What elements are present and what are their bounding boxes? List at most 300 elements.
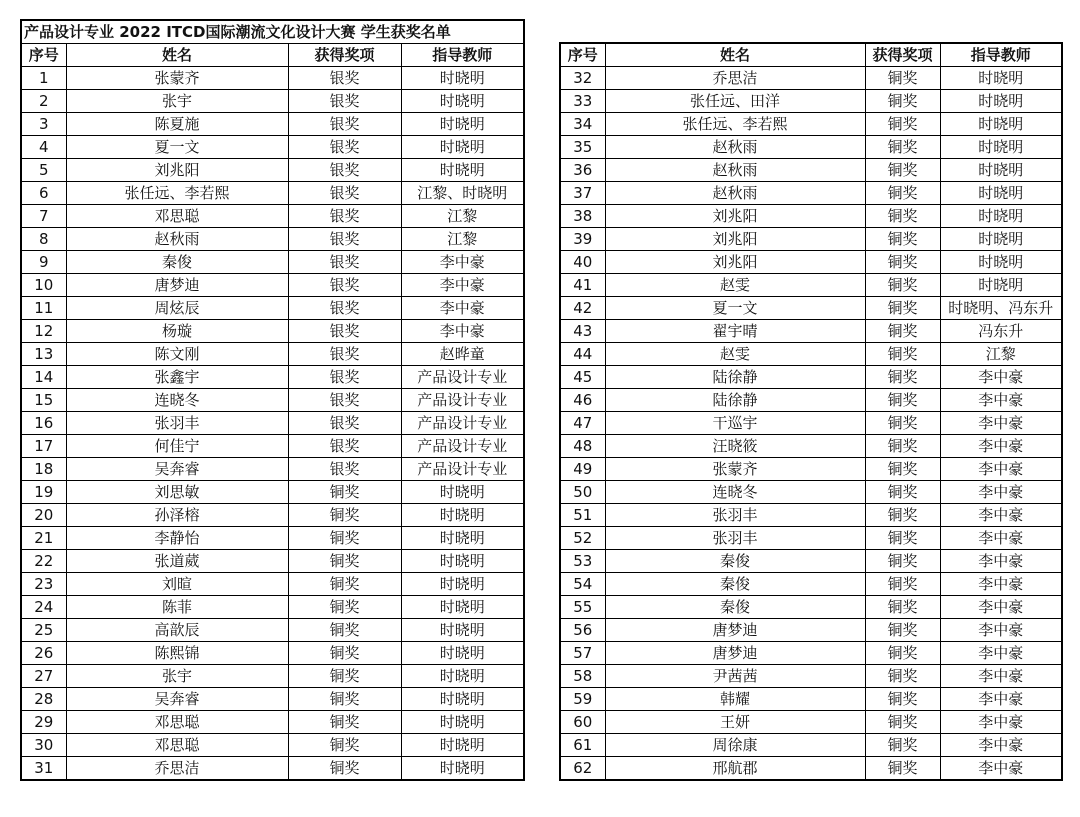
cell-index: 19 [21, 481, 66, 504]
cell-teacher: 时晓明 [940, 251, 1062, 274]
cell-teacher: 时晓明 [401, 573, 524, 596]
cell-name: 吴奔睿 [66, 458, 288, 481]
cell-award: 铜奖 [865, 366, 940, 389]
cell-index: 15 [21, 389, 66, 412]
header-name: 姓名 [66, 44, 288, 67]
cell-award: 银奖 [288, 159, 401, 182]
cell-teacher: 时晓明 [401, 734, 524, 757]
cell-name: 尹茜茜 [605, 665, 865, 688]
header-teacher: 指导教师 [940, 43, 1062, 67]
cell-name: 秦俊 [66, 251, 288, 274]
cell-award: 银奖 [288, 205, 401, 228]
cell-index: 58 [560, 665, 605, 688]
cell-teacher: 李中豪 [940, 619, 1062, 642]
cell-award: 铜奖 [865, 688, 940, 711]
cell-teacher: 时晓明 [401, 619, 524, 642]
table-row [560, 527, 1062, 550]
cell-teacher: 江黎、时晓明 [401, 182, 524, 205]
table-row [560, 573, 1062, 596]
cell-name: 连晓冬 [66, 389, 288, 412]
cell-teacher: 时晓明、冯东升 [940, 297, 1062, 320]
cell-name: 秦俊 [605, 596, 865, 619]
table-row [21, 435, 524, 458]
cell-teacher: 李中豪 [401, 297, 524, 320]
cell-index: 27 [21, 665, 66, 688]
cell-teacher: 时晓明 [401, 113, 524, 136]
cell-award: 银奖 [288, 67, 401, 90]
cell-index: 39 [560, 228, 605, 251]
cell-name: 唐梦迪 [66, 274, 288, 297]
table-row [21, 688, 524, 711]
cell-name: 赵雯 [605, 343, 865, 366]
cell-name: 张羽丰 [66, 412, 288, 435]
cell-index: 49 [560, 458, 605, 481]
cell-name: 赵秋雨 [605, 159, 865, 182]
award-table-left [20, 19, 525, 781]
cell-teacher: 李中豪 [940, 642, 1062, 665]
cell-index: 11 [21, 297, 66, 320]
table-row [560, 67, 1062, 90]
cell-name: 张羽丰 [605, 527, 865, 550]
cell-name: 高歆辰 [66, 619, 288, 642]
cell-teacher: 江黎 [401, 228, 524, 251]
cell-teacher: 李中豪 [940, 665, 1062, 688]
cell-teacher: 李中豪 [940, 412, 1062, 435]
header-name: 姓名 [605, 43, 865, 67]
cell-index: 32 [560, 67, 605, 90]
cell-index: 48 [560, 435, 605, 458]
table-row [21, 550, 524, 573]
cell-name: 刘兆阳 [605, 205, 865, 228]
cell-teacher: 时晓明 [401, 688, 524, 711]
cell-index: 37 [560, 182, 605, 205]
table-row [560, 274, 1062, 297]
cell-award: 银奖 [288, 182, 401, 205]
cell-index: 51 [560, 504, 605, 527]
cell-name: 李静怡 [66, 527, 288, 550]
header-award: 获得奖项 [288, 44, 401, 67]
cell-award: 铜奖 [865, 642, 940, 665]
cell-teacher: 时晓明 [940, 136, 1062, 159]
cell-name: 连晓冬 [605, 481, 865, 504]
cell-award: 铜奖 [865, 619, 940, 642]
cell-name: 邓思聪 [66, 734, 288, 757]
table-row [21, 389, 524, 412]
cell-index: 8 [21, 228, 66, 251]
cell-name: 刘兆阳 [66, 159, 288, 182]
cell-index: 16 [21, 412, 66, 435]
table-row [560, 251, 1062, 274]
cell-index: 2 [21, 90, 66, 113]
cell-name: 张任远、李若熙 [605, 113, 865, 136]
cell-award: 铜奖 [865, 274, 940, 297]
cell-award: 铜奖 [865, 67, 940, 90]
cell-name: 陆徐静 [605, 389, 865, 412]
cell-index: 47 [560, 412, 605, 435]
table-row [560, 435, 1062, 458]
cell-award: 铜奖 [865, 458, 940, 481]
cell-name: 陆徐静 [605, 366, 865, 389]
table-row [560, 113, 1062, 136]
cell-name: 张宇 [66, 665, 288, 688]
table-row [560, 550, 1062, 573]
cell-index: 46 [560, 389, 605, 412]
table-row [21, 159, 524, 182]
cell-teacher: 李中豪 [940, 711, 1062, 734]
cell-name: 夏一文 [605, 297, 865, 320]
cell-teacher: 时晓明 [940, 205, 1062, 228]
table-row [21, 412, 524, 435]
cell-name: 杨璇 [66, 320, 288, 343]
cell-index: 30 [21, 734, 66, 757]
table-row [21, 297, 524, 320]
cell-award: 铜奖 [865, 297, 940, 320]
cell-teacher: 李中豪 [940, 688, 1062, 711]
cell-name: 赵秋雨 [605, 182, 865, 205]
table-row [560, 757, 1062, 781]
cell-award: 铜奖 [865, 182, 940, 205]
cell-index: 23 [21, 573, 66, 596]
cell-name: 张羽丰 [605, 504, 865, 527]
cell-teacher: 时晓明 [401, 90, 524, 113]
cell-award: 铜奖 [865, 504, 940, 527]
table-row [560, 458, 1062, 481]
cell-name: 邓思聪 [66, 205, 288, 228]
table-row [560, 734, 1062, 757]
table-row [21, 366, 524, 389]
cell-award: 银奖 [288, 412, 401, 435]
cell-name: 邢航郡 [605, 757, 865, 781]
cell-index: 36 [560, 159, 605, 182]
cell-teacher: 时晓明 [401, 642, 524, 665]
table-body-right [560, 67, 1062, 781]
header-index: 序号 [21, 44, 66, 67]
cell-award: 铜奖 [865, 159, 940, 182]
cell-award: 铜奖 [865, 113, 940, 136]
cell-index: 20 [21, 504, 66, 527]
table-row [560, 297, 1062, 320]
cell-award: 铜奖 [288, 665, 401, 688]
table-row [560, 205, 1062, 228]
table-row [560, 320, 1062, 343]
table-row [21, 642, 524, 665]
cell-index: 61 [560, 734, 605, 757]
header-teacher: 指导教师 [401, 44, 524, 67]
cell-name: 刘兆阳 [605, 228, 865, 251]
cell-index: 13 [21, 343, 66, 366]
table-row [21, 596, 524, 619]
cell-teacher: 时晓明 [940, 274, 1062, 297]
table-row [21, 619, 524, 642]
cell-award: 银奖 [288, 90, 401, 113]
cell-teacher: 李中豪 [940, 481, 1062, 504]
cell-index: 12 [21, 320, 66, 343]
cell-award: 铜奖 [288, 481, 401, 504]
cell-teacher: 时晓明 [940, 67, 1062, 90]
cell-award: 铜奖 [865, 343, 940, 366]
table-row [21, 67, 524, 90]
cell-index: 42 [560, 297, 605, 320]
cell-award: 铜奖 [865, 228, 940, 251]
table-row [560, 343, 1062, 366]
table-row [21, 205, 524, 228]
cell-index: 29 [21, 711, 66, 734]
cell-name: 刘思敏 [66, 481, 288, 504]
cell-award: 铜奖 [288, 734, 401, 757]
cell-index: 3 [21, 113, 66, 136]
cell-award: 银奖 [288, 458, 401, 481]
table-row [560, 136, 1062, 159]
cell-award: 银奖 [288, 228, 401, 251]
table-row [560, 366, 1062, 389]
table-body-left [21, 67, 524, 781]
cell-index: 5 [21, 159, 66, 182]
table-row [21, 320, 524, 343]
cell-teacher: 李中豪 [940, 757, 1062, 781]
cell-name: 张宇 [66, 90, 288, 113]
cell-index: 57 [560, 642, 605, 665]
cell-index: 22 [21, 550, 66, 573]
cell-teacher: 李中豪 [940, 458, 1062, 481]
cell-index: 38 [560, 205, 605, 228]
cell-award: 铜奖 [288, 688, 401, 711]
cell-name: 张任远、李若熙 [66, 182, 288, 205]
cell-index: 43 [560, 320, 605, 343]
table-row [560, 688, 1062, 711]
cell-name: 秦俊 [605, 550, 865, 573]
table-row [560, 711, 1062, 734]
cell-award: 铜奖 [865, 136, 940, 159]
header-row [560, 43, 1062, 67]
cell-name: 陈菲 [66, 596, 288, 619]
cell-name: 唐梦迪 [605, 619, 865, 642]
cell-teacher: 李中豪 [940, 734, 1062, 757]
cell-award: 铜奖 [865, 711, 940, 734]
cell-teacher: 产品设计专业 [401, 389, 524, 412]
cell-index: 33 [560, 90, 605, 113]
cell-award: 铜奖 [865, 435, 940, 458]
cell-award: 铜奖 [865, 734, 940, 757]
cell-teacher: 时晓明 [401, 527, 524, 550]
cell-name: 赵秋雨 [605, 136, 865, 159]
cell-index: 28 [21, 688, 66, 711]
cell-teacher: 时晓明 [401, 136, 524, 159]
cell-name: 秦俊 [605, 573, 865, 596]
cell-teacher: 李中豪 [940, 366, 1062, 389]
cell-index: 34 [560, 113, 605, 136]
table-row [21, 182, 524, 205]
table-row [560, 90, 1062, 113]
cell-teacher: 江黎 [401, 205, 524, 228]
table-row [560, 481, 1062, 504]
cell-teacher: 产品设计专业 [401, 435, 524, 458]
table-row [21, 573, 524, 596]
cell-award: 银奖 [288, 343, 401, 366]
cell-award: 铜奖 [865, 90, 940, 113]
cell-award: 铜奖 [865, 573, 940, 596]
cell-name: 吴奔睿 [66, 688, 288, 711]
cell-teacher: 时晓明 [401, 67, 524, 90]
cell-award: 铜奖 [288, 619, 401, 642]
cell-award: 铜奖 [288, 757, 401, 781]
cell-index: 21 [21, 527, 66, 550]
cell-name: 刘暄 [66, 573, 288, 596]
cell-name: 张蒙齐 [605, 458, 865, 481]
cell-index: 50 [560, 481, 605, 504]
cell-name: 干巡宇 [605, 412, 865, 435]
cell-award: 铜奖 [288, 596, 401, 619]
cell-teacher: 时晓明 [401, 711, 524, 734]
cell-index: 45 [560, 366, 605, 389]
cell-index: 1 [21, 67, 66, 90]
table-row [21, 228, 524, 251]
cell-teacher: 赵晔童 [401, 343, 524, 366]
header-row [21, 44, 524, 67]
cell-index: 41 [560, 274, 605, 297]
cell-teacher: 李中豪 [940, 550, 1062, 573]
cell-award: 银奖 [288, 320, 401, 343]
cell-award: 铜奖 [288, 642, 401, 665]
cell-name: 乔思洁 [605, 67, 865, 90]
cell-index: 55 [560, 596, 605, 619]
cell-teacher: 时晓明 [940, 159, 1062, 182]
cell-award: 铜奖 [865, 596, 940, 619]
table-row [21, 711, 524, 734]
table-row [21, 274, 524, 297]
cell-teacher: 李中豪 [940, 504, 1062, 527]
cell-award: 铜奖 [865, 412, 940, 435]
cell-award: 银奖 [288, 435, 401, 458]
cell-index: 4 [21, 136, 66, 159]
cell-teacher: 李中豪 [940, 527, 1062, 550]
cell-teacher: 李中豪 [401, 274, 524, 297]
cell-index: 44 [560, 343, 605, 366]
table-row [560, 182, 1062, 205]
cell-name: 刘兆阳 [605, 251, 865, 274]
cell-teacher: 产品设计专业 [401, 366, 524, 389]
table-row [21, 343, 524, 366]
table-row [21, 527, 524, 550]
cell-teacher: 产品设计专业 [401, 412, 524, 435]
cell-name: 张蒙齐 [66, 67, 288, 90]
cell-name: 赵雯 [605, 274, 865, 297]
cell-award: 银奖 [288, 274, 401, 297]
table-row [21, 504, 524, 527]
cell-teacher: 时晓明 [940, 182, 1062, 205]
cell-index: 31 [21, 757, 66, 781]
cell-index: 25 [21, 619, 66, 642]
cell-index: 56 [560, 619, 605, 642]
cell-name: 乔思洁 [66, 757, 288, 781]
cell-award: 银奖 [288, 366, 401, 389]
cell-name: 陈文刚 [66, 343, 288, 366]
cell-award: 铜奖 [288, 504, 401, 527]
table-row [560, 596, 1062, 619]
cell-index: 52 [560, 527, 605, 550]
table-row [21, 90, 524, 113]
cell-index: 14 [21, 366, 66, 389]
cell-name: 夏一文 [66, 136, 288, 159]
cell-index: 35 [560, 136, 605, 159]
header-index: 序号 [560, 43, 605, 67]
table-row [21, 458, 524, 481]
cell-name: 孙泽榕 [66, 504, 288, 527]
table-row [21, 251, 524, 274]
cell-name: 周炫辰 [66, 297, 288, 320]
cell-index: 62 [560, 757, 605, 781]
cell-name: 张道葳 [66, 550, 288, 573]
cell-teacher: 时晓明 [401, 665, 524, 688]
cell-index: 26 [21, 642, 66, 665]
cell-name: 邓思聪 [66, 711, 288, 734]
cell-index: 54 [560, 573, 605, 596]
cell-name: 何佳宁 [66, 435, 288, 458]
cell-name: 翟宇晴 [605, 320, 865, 343]
cell-teacher: 江黎 [940, 343, 1062, 366]
cell-award: 铜奖 [865, 757, 940, 781]
cell-index: 60 [560, 711, 605, 734]
table-row [560, 504, 1062, 527]
table-row [560, 619, 1062, 642]
cell-index: 17 [21, 435, 66, 458]
table-title: 产品设计专业 2022 ITCD国际潮流文化设计大赛 学生获奖名单 [21, 20, 524, 44]
cell-teacher: 李中豪 [401, 320, 524, 343]
cell-award: 铜奖 [288, 573, 401, 596]
cell-award: 铜奖 [865, 389, 940, 412]
cell-award: 铜奖 [865, 665, 940, 688]
cell-name: 陈熙锦 [66, 642, 288, 665]
cell-index: 59 [560, 688, 605, 711]
cell-teacher: 产品设计专业 [401, 458, 524, 481]
cell-teacher: 时晓明 [401, 504, 524, 527]
cell-teacher: 李中豪 [940, 435, 1062, 458]
cell-award: 铜奖 [865, 251, 940, 274]
cell-index: 18 [21, 458, 66, 481]
cell-teacher: 时晓明 [401, 481, 524, 504]
table-row [21, 136, 524, 159]
cell-award: 铜奖 [865, 527, 940, 550]
cell-award: 银奖 [288, 251, 401, 274]
cell-index: 10 [21, 274, 66, 297]
award-table-right [559, 42, 1063, 781]
cell-award: 银奖 [288, 297, 401, 320]
table-row [560, 228, 1062, 251]
cell-teacher: 时晓明 [940, 90, 1062, 113]
cell-award: 银奖 [288, 113, 401, 136]
cell-index: 7 [21, 205, 66, 228]
table-row [560, 389, 1062, 412]
cell-award: 铜奖 [865, 481, 940, 504]
table-row [560, 159, 1062, 182]
cell-award: 铜奖 [288, 550, 401, 573]
table-row [21, 113, 524, 136]
cell-teacher: 时晓明 [401, 159, 524, 182]
cell-index: 40 [560, 251, 605, 274]
cell-index: 6 [21, 182, 66, 205]
cell-teacher: 李中豪 [940, 573, 1062, 596]
cell-name: 张任远、田洋 [605, 90, 865, 113]
cell-teacher: 时晓明 [940, 228, 1062, 251]
cell-name: 周徐康 [605, 734, 865, 757]
cell-award: 铜奖 [288, 527, 401, 550]
cell-teacher: 时晓明 [401, 596, 524, 619]
cell-index: 24 [21, 596, 66, 619]
cell-award: 铜奖 [288, 711, 401, 734]
table-row [560, 642, 1062, 665]
cell-teacher: 李中豪 [401, 251, 524, 274]
cell-teacher: 时晓明 [940, 113, 1062, 136]
table-row [21, 481, 524, 504]
